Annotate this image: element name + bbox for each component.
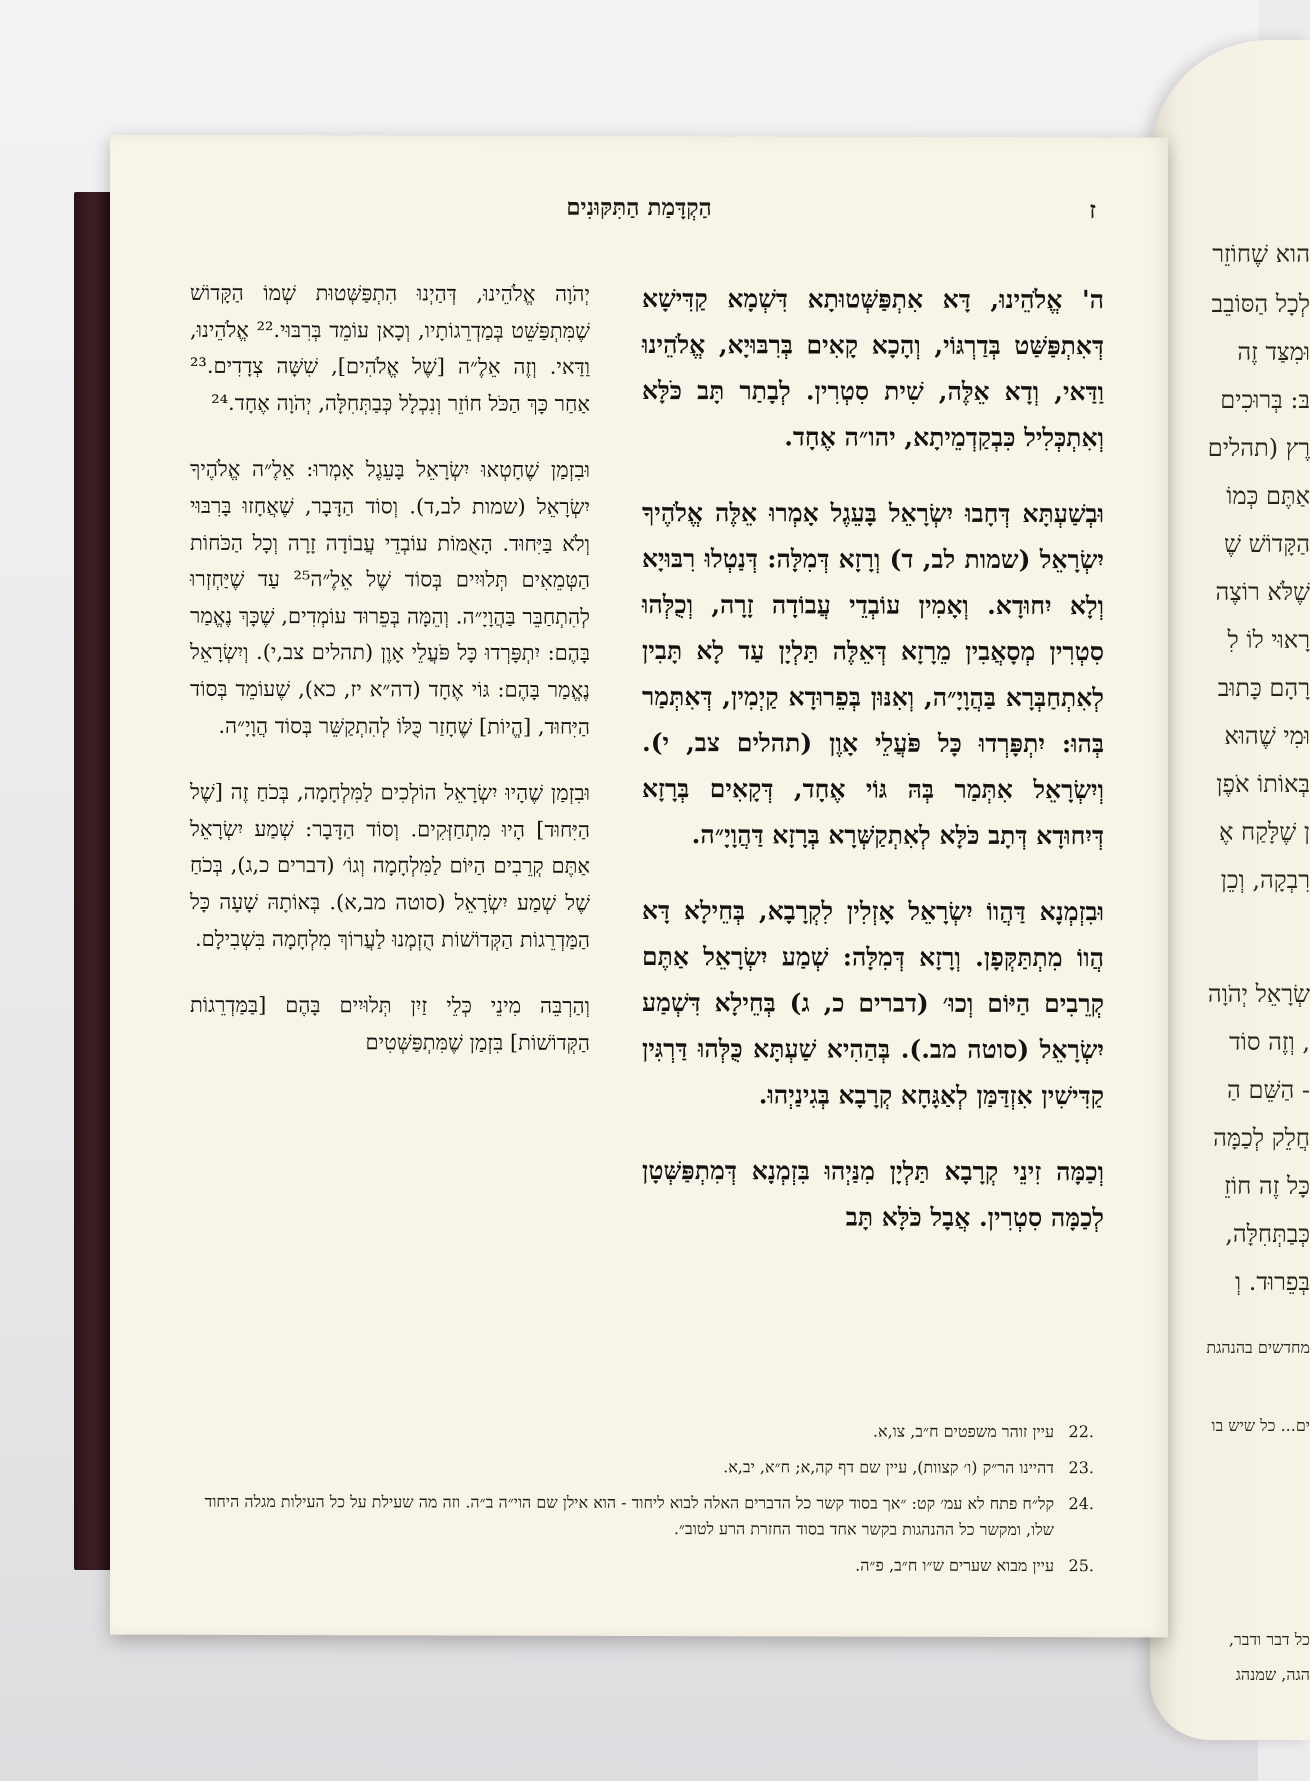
facing-line: לְכָל הַסּוֹבֵב [1211,290,1310,318]
running-header [110,193,1168,232]
book-page [110,135,1168,1638]
footnote [194,1489,1094,1543]
facing-line: הוא שֶׁחוֹזֵר [1212,240,1310,268]
facing-footnote-line: ים... כל שיש בו [1211,1416,1310,1435]
facing-line: וּמִצַּד זֶה [1237,338,1310,366]
facing-footnote-line: כל דבר ודבר, [1228,1630,1310,1649]
footnote-text: דהיינו הר״ק (ו׳ קצוות), עיין שם דף קה,א; ח״א, יב,א. [723,1457,1054,1478]
facing-line: כָּל זֶה חוֹזֵ [1224,1172,1310,1200]
translation-paragraph: וּבִזְמַן שֶׁחָטְאוּ יִשְׂרָאֵל בָּעֵגֶל אָמְרוּ: אֵלֶ״ה אֱלֹהֶיךָ יִשְׂרָאֵל (שמות לב,ד). וְסוֹד הַדָּבָר, שֶׁאֲחָזוּ בָּרִבּוּי וְלֹא בַּיִּחוּד. הָאֻמּוֹת עוֹבְדֵי עֲבוֹדָה זָרָה וְכָל הַכֹּחוֹת הַטְּמֵאִים תְּלוּיִים בְּסוֹד שֶׁל אֵלֶ״ה²⁵ עַד שֶׁיַּחְזְרוּ לְהִתְחַבֵּר בַּהֲוָיָ״ה. וְהֵמָּה בְּפֵרוּד עוֹמְדִים, שֶׁכָּךְ נֶאֱמַר בָּהֶם: יִתְפָּרְדוּ כָּל פֹּעֲלֵי אָוֶן (תהלים צב,י). וְיִשְׂרָאֵל נֶאֱמַר בָּהֶם: גּוֹי אֶחָד (דה״א יז, כא), שֶׁעוֹמֵד בְּסוֹד הַיִּחוּד, [הֱיוֹת] שֶׁחָזַר כֻּלּוֹ לְהִתְקַשֵּׁר בְּסוֹד הֲוָיָ״ה. [190,457,590,739]
book-cover-edge [74,192,114,1570]
footnote [194,1417,1094,1445]
translation-paragraph: וְהַרְבֵּה מִינֵי כְּלֵי זַיִן תְּלוּיִים בָּהֶם [בַּמַּדְרֵגוֹת הַקְּדוֹשׁוֹת] בִּזְמַן שֶׁמִּתְפַּשְּׁטִים [190,992,590,1055]
facing-line: ן שֶׁלָּקַח אֶ [1218,818,1310,846]
facing-line: בְּאוֹתוֹ אֹפֶן [1216,770,1310,798]
footnote-number: .23 [1068,1458,1094,1478]
footnote-number: .22 [1068,1422,1094,1442]
facing-line: רִבְקָה, וְכֵן [1220,866,1310,894]
footnotes [194,1417,1094,1589]
facing-line: שְׂרָאֵל יְהֹוָה [1207,980,1310,1008]
facing-line: בְּפֵרוּד. וְ [1234,1268,1310,1296]
aramaic-paragraph: וּבְשַׁעְתָּא דְּחָבוּ יִשְׂרָאֵל בָּעֵגֶל אָמְרוּ אֵלֶּה אֱלֹהֶיךָ יִשְׂרָאֵל (שמות לב, ד) וְרָזָא דְּמִלָּה: דְּנַטְלוּ רִבּוּיָא וְלָא יִחוּדָא. וְאָמִין עוֹבְדֵי עֲבוֹדָה זָרָה, וְכֻלְּהוּ סִטְרִין מְסָאֲבִין מֵרָזָא דְּאֵלֶּה תַּלְיָן עַד לָא תָּבִין לְאִתְחַבְּרָא בַּהֲוָיָ״ה, וְאִנּוּן בְּפֵרוּדָא קַיְמִין, דְּאִתְּמַר בְּהוּ: יִתְפָּרְדוּ כָּל פֹּעֲלֵי אָוֶן (תהלים צב, י). וְיִשְׂרָאֵל אִתְּמַר בְּהּ גּוֹי אֶחָד, דְּקָאִים בְּרָזָא דְּיִחוּדָא דְּתָב כֹּלָּא לְאִתְקַשְּׁרָא בְּרָזָא דַּהֲוָיָ״ה. [642,498,1104,851]
footnote-number: .24 [1068,1494,1094,1514]
facing-line: בּ: בְּרוּכִים [1220,386,1310,414]
footnote-text: עיין מבוא שערים ש״ו ח״ב, פ״ה. [855,1555,1054,1576]
facing-line: הַקָּדוֹשׁ שֶׁ [1224,530,1310,558]
facing-line: שֶׁלֹּא רוֹצֶה [1215,578,1310,606]
facing-line: - הַשֵּׁם הַ [1227,1076,1310,1104]
facing-page [1150,40,1310,1740]
zohar-aramaic-column [642,276,1104,1271]
aramaic-paragraph: ה' אֱלֹהֵינוּ, דָּא אִתְפַּשְּׁטוּתָא דִּשְׁמָא קַדִּישָׁא דְּאִתְפַּשַּׁט בְּדַרְגּוֹי, וְהָכָא קָאִים בְּרִבּוּיָא, אֱלֹהֵינוּ וַדַּאי, וְדָא אֵלֶּה, שִׁית סִטְרִין. לְבָתַר תָּב כֹּלָּא וְאִתְכְּלִיל כִּבְקַדְמֵיתָא, יהו״ה אֶחָד. [642,284,1104,453]
facing-line: רָאוּי לוֹ לִ [1227,626,1310,654]
facing-line: רָהָם כָּתוּב [1217,674,1310,702]
footnote-text: עיין זוהר משפטים ח״ב, צו,א. [872,1421,1054,1442]
translation-paragraph: יְהֹוָה אֱלֹהֵינוּ, דְּהַיְנוּ הִתְפַּשְּׁטוּת שְׁמוֹ הַקָּדוֹשׁ שֶׁמִּתְפַּשֵּׁט בְּמַדְרֵגוֹתָיו, וְכָאן עוֹמֵד בְּרִבּוּי.²² אֱלֹהֵינוּ, וַדַּאי. וְזֶה אֵלֶ״ה [שֶׁל אֱלֹהִים], שִׁשָּׁה צְדָדִים.²³ אַחַר כָּךְ הַכֹּל חוֹזֵר וְנִכְלָל כְּבַתְּחִלָּה, יְהֹוָה אֶחָד.²⁴ [190,280,590,416]
footnote-number: .25 [1068,1556,1094,1576]
footnote [194,1551,1094,1579]
facing-line: וּמִי שֶׁהוּא [1224,722,1310,750]
facing-line: חֲלֵק לְכַמָּה [1213,1124,1310,1152]
translation-paragraph: וּבִזְמַן שֶׁהָיוּ יִשְׂרָאֵל הוֹלְכִים לַמִּלְחָמָה, בְּכֹחַ זֶה [שֶׁל הַיִּחוּד] הָיוּ מִתְחַזְּקִים. וְסוֹד הַדָּבָר: שְׁמַע יִשְׂרָאֵל אַתֶּם קְרֵבִים הַיּוֹם לַמִּלְחָמָה וְגוֹ׳ (דברים כ,ג), בְּכֹחַ שֶׁל שְׁמַע יִשְׂרָאֵל (סוטה מב,א). בְּאוֹתָהּ שָׁעָה כָּל הַמַּדְרֵגוֹת הַקְּדוֹשׁוֹת הֻזְמְנוּ לַעֲרוֹךְ מִלְחָמָה בִּשְׁבִילָם. [190,779,590,952]
aramaic-paragraph: וְכַמָּה זִינֵי קְרָבָא תַּלְיָן מִנַּיְהוּ בִּזְמְנָא דְּמִתְפַּשְּׁטָן לְכַמָּה סִטְרִין. אֲבָל כֹּלָּא תָּב [642,1156,1104,1233]
footnote [194,1453,1094,1481]
aramaic-paragraph: וּבִזְמְנָא דַּהֲווֹ יִשְׂרָאֵל אָזְלִין לִקְרָבָא, בְּחֵילָא דָּא הֲווֹ מִתְתַּקְּפָן. וְרָזָא דְּמִלָּה: שְׁמַע יִשְׂרָאֵל אַתֶּם קְרֵבִים הַיּוֹם וְכוּ׳ (דברים כ, ג) בְּחֵילָא דִּשְׁמַע יִשְׂרָאֵל (סוטה מב.). בְּהַהִיא שַׁעְתָּא כֻּלְּהוּ דַּרְגִּין קַדִּישִׁין אִזְדַּמַּן לְאַגָּחָא קְרָבָא בְּגִינַיְהוּ. [642,896,1104,1111]
running-title: הַקְדָּמַת הַתִּקּוּנִים [566,193,712,222]
hebrew-translation-column [190,275,590,1091]
facing-footnote-line: מחדשים בהנהגת [1206,1338,1310,1357]
footnote-text: קל״ח פתח לא עמ׳ קט: ״אך בסוד קשר כל הדברים האלה לבוא ליחוד - הוא אילן שם הוי״ה ב״ה. וזה מה שעילת על כל העילות מגלה היחוד שלו, ומקשר כל ההנהגות בקשר אחד בסוד החזרת הרע לטוב״. [204,1491,1054,1540]
facing-line: , וְזֶה סוֹד [1229,1028,1310,1056]
facing-line: אַתֶּם כְּמוֹ [1226,482,1310,510]
facing-line: רֶץ (תהלים [1207,434,1310,462]
page-number: ז [1089,195,1096,225]
facing-line: כְּבַתְּחִלָּה, [1225,1220,1310,1248]
facing-footnote-line: הגה, שמנהג [1235,1665,1310,1684]
